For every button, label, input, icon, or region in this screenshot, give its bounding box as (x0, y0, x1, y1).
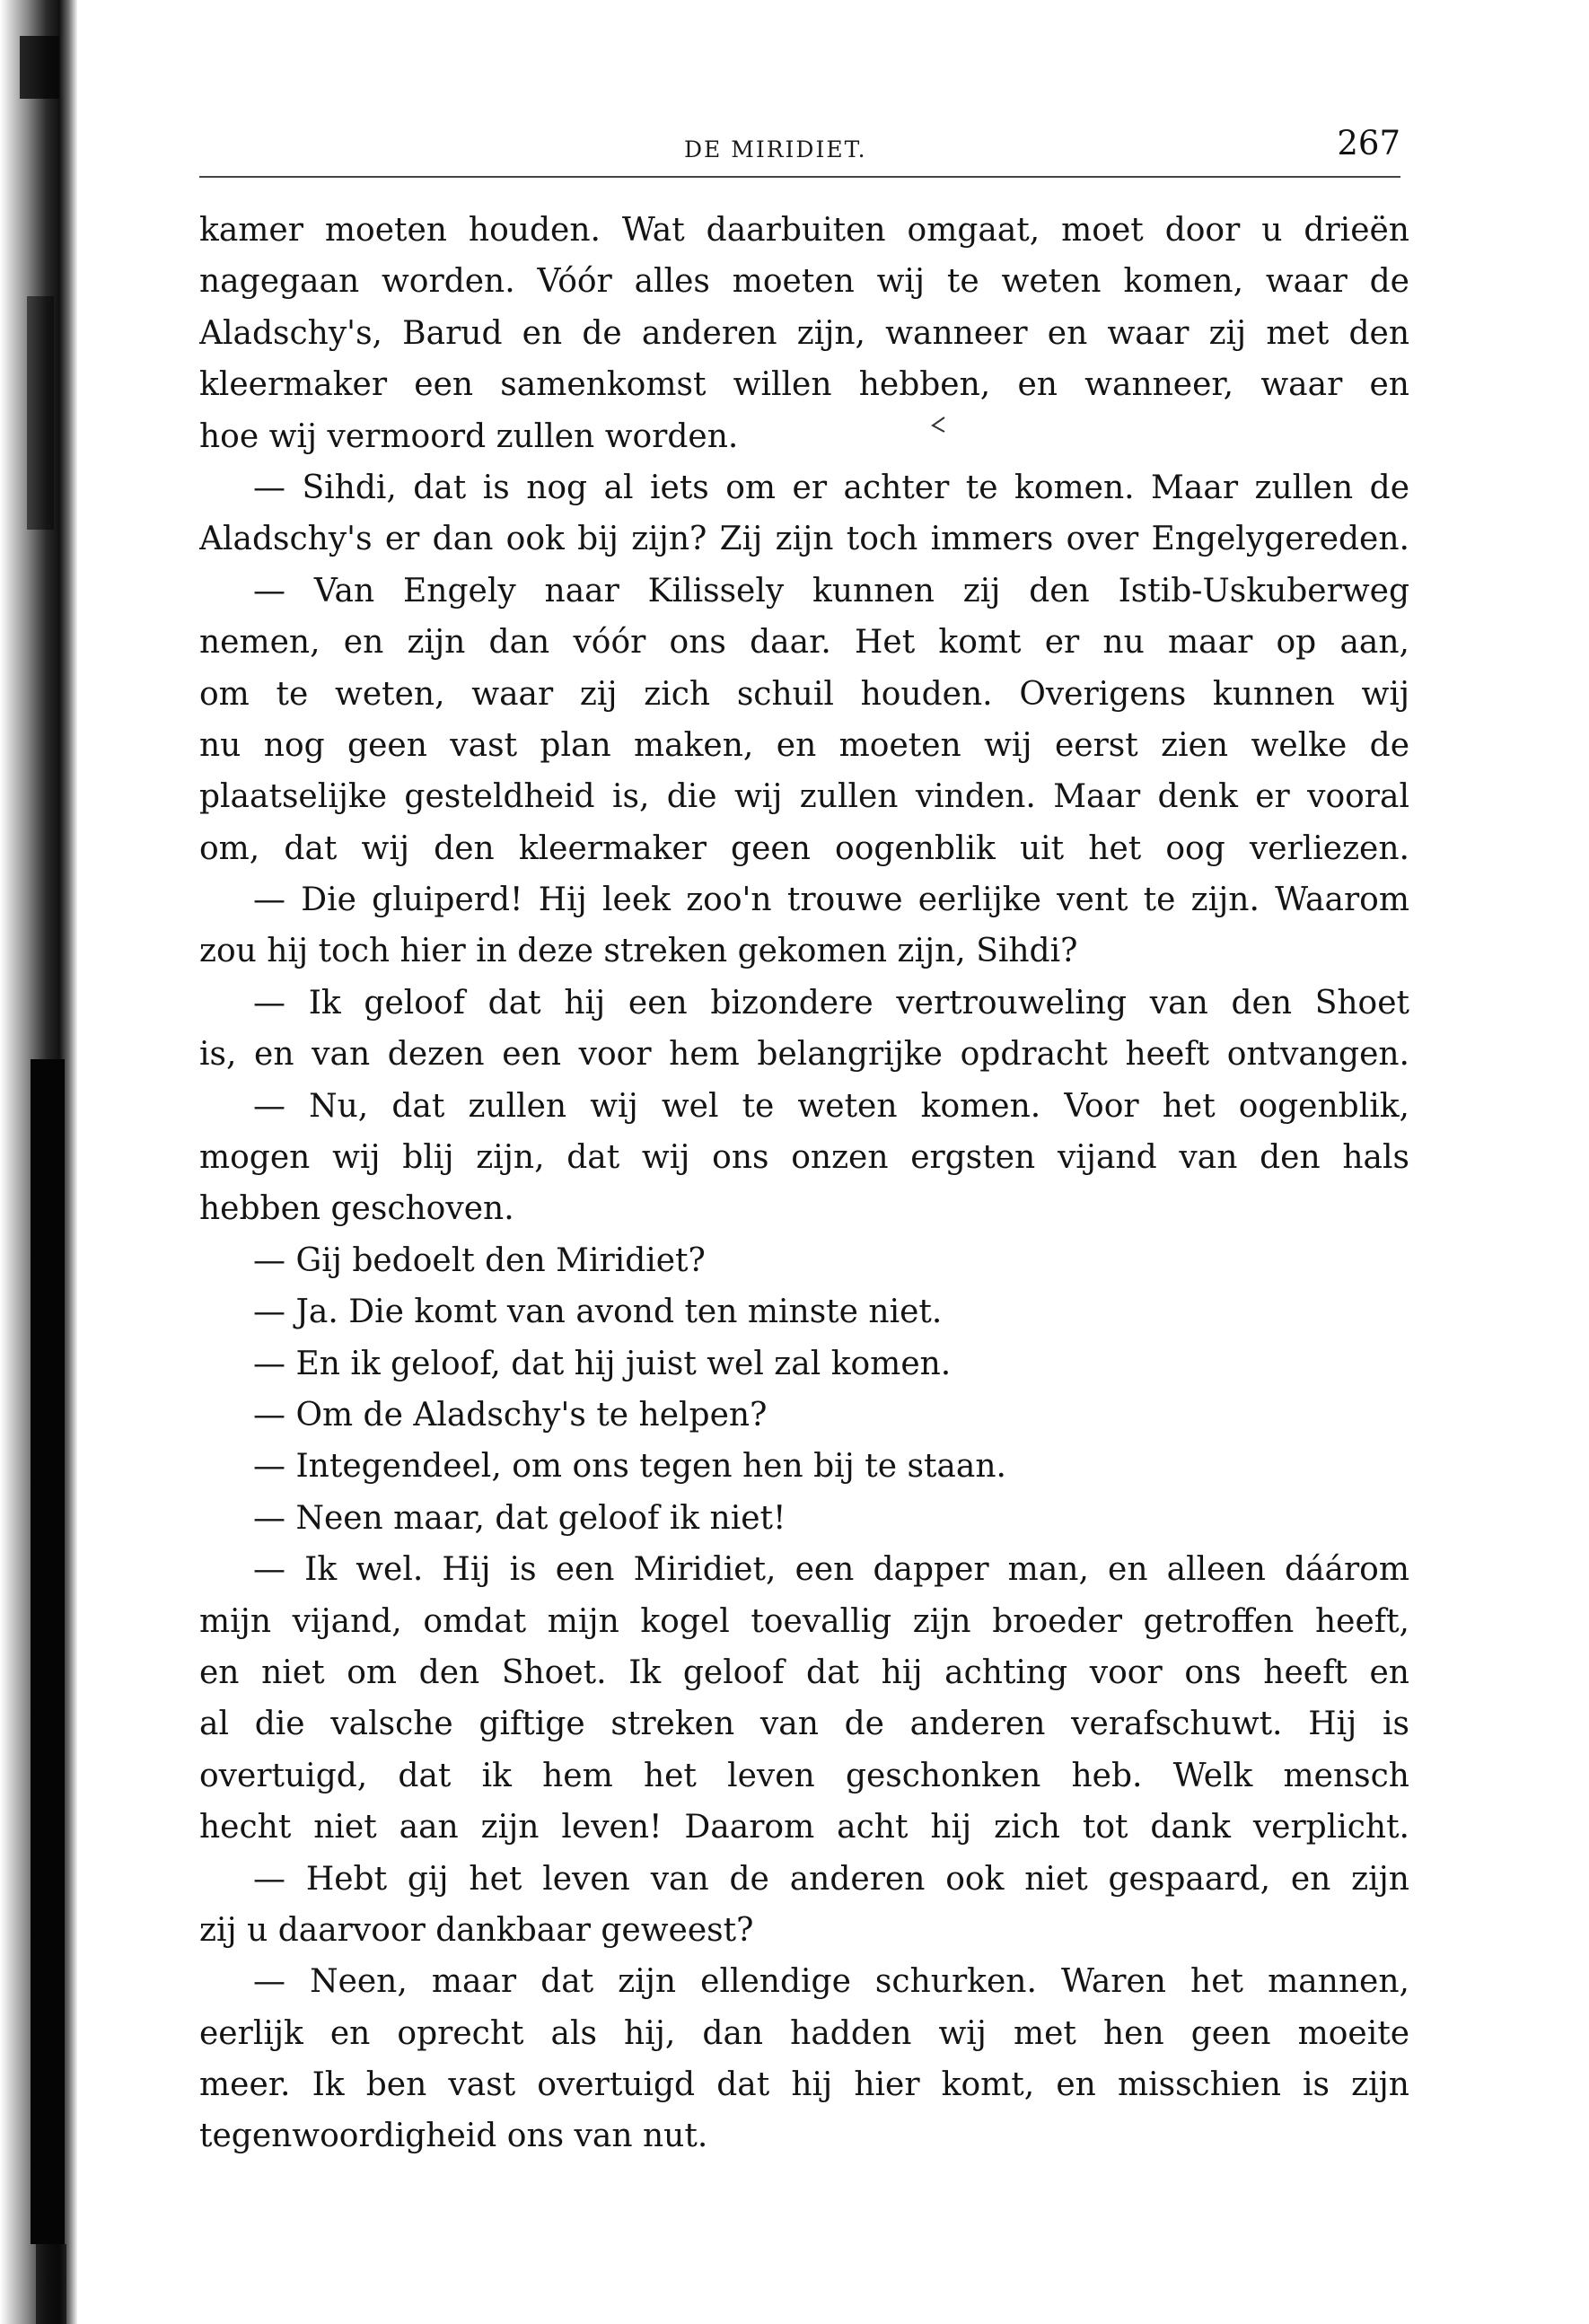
text-line: is, en van dezen een voor hem belangrijke opdracht heeft ontvangen. (199, 1036, 1409, 1074)
text-line: om, dat wij den kleermaker geen oogenblik uit het oog verliezen. (199, 829, 1409, 867)
body-text (199, 205, 1409, 2162)
page-header (199, 124, 1400, 167)
text-line: — Die gluiperd! Hij leek zoo'n trouwe eerlijke vent te zijn. Waarom (253, 881, 1409, 919)
text-line: hebben geschoven. (199, 1190, 514, 1228)
text-line: meer. Ik ben vast overtuigd dat hij hier komt, en misschien is zijn (199, 2066, 1409, 2104)
text-line: zij u daarvoor dankbaar geweest? (199, 1911, 754, 1949)
text-line: nu nog geen vast plan maken, en moeten wij eerst zien welke de (199, 726, 1409, 764)
text-line: mijn vijand, omdat mijn kogel toevallig zijn broeder getroffen heeft, (199, 1602, 1409, 1640)
text-line: — Van Engely naar Kilissely kunnen zij den Istib-Uskuberweg (253, 572, 1409, 610)
text-line: — Neen maar, dat geloof ik niet! (253, 1499, 786, 1537)
text-line: al die valsche giftige streken van de anderen verafschuwt. Hij is (199, 1706, 1409, 1743)
running-head: DE MIRIDIET. (684, 136, 867, 162)
text-line: — En ik geloof, dat hij juist wel zal komen. (253, 1345, 952, 1382)
text-line: — Integendeel, om ons tegen hen bij te staan. (253, 1448, 1006, 1486)
text-line: — Ja. Die komt van avond ten minste niet. (253, 1294, 943, 1331)
text-line: — Neen, maar dat zijn ellendige schurken. Waren het mannen, (253, 1963, 1409, 2001)
text-line: hoe wij vermoord zullen worden. (199, 417, 739, 455)
text-line: en niet om den Shoet. Ik geloof dat hij achting voor ons heeft en (199, 1653, 1409, 1691)
text-line: Aladschy's er dan ook bij zijn? Zij zijn toch immers over Engelygereden. (199, 521, 1409, 558)
text-line: — Ik wel. Hij is een Miridiet, een dapper man, en alleen dáárom (253, 1551, 1409, 1589)
text-line: — Sihdi, dat is nog al iets om er achter te komen. Maar zullen de (253, 469, 1409, 506)
text-line: eerlijk en oprecht als hij, dan hadden wij met hen geen moeite (199, 2014, 1409, 2052)
text-line: — Ik geloof dat hij een bizondere vertrouweling van den Shoet (253, 984, 1409, 1022)
text-line: kleermaker een samenkomst willen hebben, en wanneer, waar en (199, 366, 1409, 404)
text-line: nemen, en zijn dan vóór ons daar. Het komt er nu maar op aan, (199, 624, 1409, 662)
text-line: zou hij toch hier in deze streken gekomen zijn, Sihdi? (199, 933, 1078, 970)
text-line: plaatselijke gesteldheid is, die wij zullen vinden. Maar denk er vooral (199, 778, 1409, 816)
text-line: nagegaan worden. Vóór alles moeten wij te weten komen, waar de (199, 263, 1409, 301)
text-line: hecht niet aan zijn leven! Daarom acht hij zich tot dank verplicht. (199, 1809, 1409, 1846)
text-line: mogen wij blij zijn, dat wij ons onzen ergsten vijand van den hals (199, 1139, 1409, 1177)
text-line: — Gij bedoelt den Miridiet? (253, 1241, 706, 1279)
text-line: tegenwoordigheid ons van nut. (199, 2118, 708, 2155)
header-rule (199, 176, 1400, 178)
book-binding-shadow (0, 0, 77, 2324)
text-line: kamer moeten houden. Wat daarbuiten omgaat, moet door u drieën (199, 212, 1409, 249)
text-line: om te weten, waar zij zich schuil houden. Overigens kunnen wij (199, 675, 1409, 713)
text-line: — Hebt gij het leven van de anderen ook niet gespaard, en zijn (253, 1860, 1409, 1898)
page-number: 267 (1337, 124, 1400, 162)
text-line: — Nu, dat zullen wij wel te weten komen. Voor het oogenblik, (253, 1087, 1409, 1125)
text-line: overtuigd, dat ik hem het leven geschonken heb. Welk mensch (199, 1757, 1409, 1794)
text-line: — Om de Aladschy's te helpen? (253, 1396, 768, 1434)
text-line: Aladschy's, Barud en de anderen zijn, wanneer en waar zij met den (199, 314, 1409, 352)
